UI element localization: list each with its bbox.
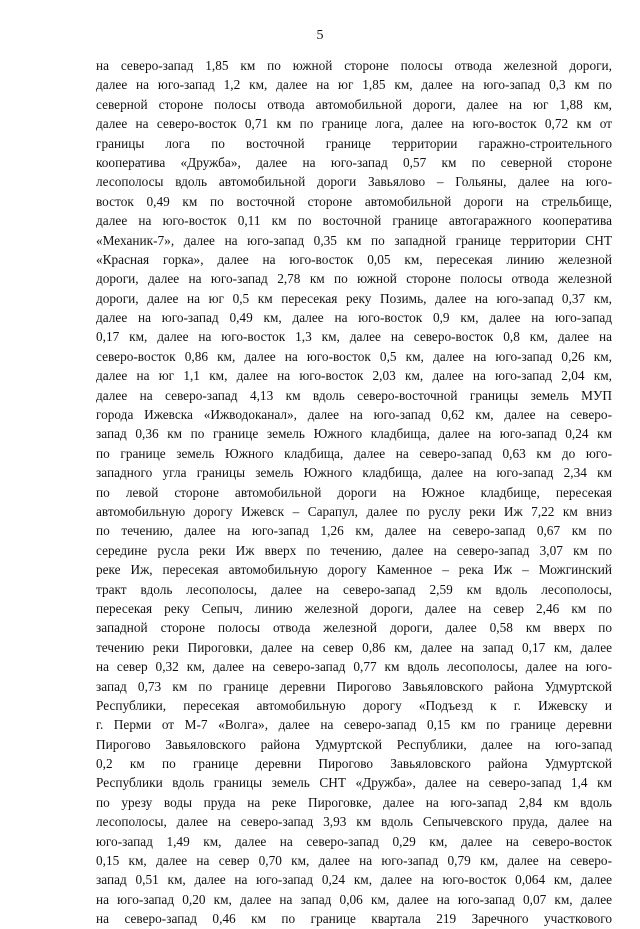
text-line: на юго-запад 0,20 км, далее на запад 0,06 км, далее на юго-запад 0,07 км, далее (96, 891, 612, 907)
text-line: запад 0,51 км, далее на юго-запад 0,24 км, далее на юго-восток 0,064 км, далее (96, 872, 612, 888)
text-line: по левой стороне автомобильной дороги на Южное кладбище, пересекая (96, 484, 612, 500)
text-line: запад 0,73 км по границе деревни Пирогово Завьяловского района Удмуртской (96, 678, 612, 694)
text-line: по урезу воды пруда на реке Пироговке, далее на юго-запад 2,84 км вдоль (96, 794, 612, 810)
text-line: Пирогово Завьяловского района Удмуртской Республики, далее на юго-запад (96, 736, 612, 752)
text-line: на север 0,32 км, далее на северо-запад 0,77 км вдоль лесополосы, далее на юго- (96, 659, 612, 675)
text-line: восток 0,49 км по восточной стороне автомобильной дороги на стрельбище, (96, 193, 612, 209)
text-line: на северо-запад 1,85 км по южной стороне полосы отвода железной дороги, (96, 58, 612, 73)
text-line: Республики вдоль границы земель СНТ «Дружба», далее на северо-запад 1,4 км (96, 775, 612, 791)
text-line: далее на юго-запад 1,2 км, далее на юг 1,85 км, далее на юго-запад 0,3 км по (96, 77, 612, 93)
text-line: середине русла реки Иж вверх по течению, далее на северо-запад 3,07 км по (96, 542, 612, 558)
text-line: юго-запад 1,49 км, далее на северо-запад 0,29 км, далее на северо-восток (96, 833, 612, 849)
text-line: далее на северо-восток 0,71 км по границе лога, далее на юго-восток 0,72 км от (96, 116, 612, 132)
text-line: далее на юго-восток 0,11 км по восточной границе автогаражного кооператива (96, 213, 612, 229)
text-line: «Красная горка», далее на юго-восток 0,05 км, пересекая линию железной (96, 251, 612, 267)
text-line: автомобильную дорогу Ижевск – Сарапул, далее по руслу реки Иж 7,22 км вниз (96, 503, 612, 519)
body-paragraph (96, 56, 612, 929)
text-line: Республики, пересекая автомобильную дорогу «Подъезд к г. Ижевску и (96, 697, 612, 713)
text-line: западной стороне полосы отвода железной дороги, далее 0,58 км вверх по (96, 620, 612, 636)
page-number: 5 (316, 28, 324, 43)
text-line: далее на юго-запад 0,49 км, далее на юго-восток 0,9 км, далее на юго-запад (96, 310, 612, 326)
text-line: г. Перми от М-7 «Волга», далее на северо-запад 0,15 км по границе деревни (96, 717, 612, 733)
text-line: по границе земель Южного кладбища, далее на северо-запад 0,63 км до юго- (96, 445, 612, 461)
text-line: лесополосы вдоль автомобильной дороги Завьялово – Гольяны, далее на юго- (96, 174, 612, 190)
text-line: по течению, далее на юго-запад 1,26 км, далее на северо-запад 0,67 км по (96, 523, 612, 539)
text-line: тракт вдоль лесополосы, далее на северо-запад 2,59 км вдоль лесополосы, (96, 581, 612, 597)
text-line: реке Иж, пересекая автомобильную дорогу Каменное – река Иж – Можгинский (96, 562, 612, 578)
text-line: 0,17 км, далее на юго-восток 1,3 км, далее на северо-восток 0,8 км, далее на (96, 329, 612, 345)
text-line: кооператива «Дружба», далее на юго-запад 0,57 км по северной стороне (96, 154, 612, 170)
text-line: дороги, далее на юго-запад 2,78 км по южной стороне полосы отвода железной (96, 271, 612, 287)
text-line: дороги, далее на юг 0,5 км пересекая реку Позимь, далее на юго-запад 0,37 км, (96, 290, 612, 306)
text-line: 0,2 км по границе деревни Пирогово Завьяловского района Удмуртской (96, 756, 612, 772)
text-line: города Ижевска «Ижводоканал», далее на юго-запад 0,62 км, далее на северо- (96, 407, 612, 423)
text-line: границы лога по восточной границе территории гаражно-строительного (96, 135, 612, 151)
text-line: на северо-запад 0,46 км по границе квартала 219 Заречного участкового (96, 911, 612, 927)
text-line: далее на северо-запад 4,13 км вдоль северо-восточной границы земель МУП (96, 387, 612, 403)
text-line: течению реки Пироговки, далее на север 0,86 км, далее на запад 0,17 км, далее (96, 639, 612, 655)
text-line: западного угла границы земель Южного кладбища, далее на юго-запад 2,34 км (96, 465, 612, 481)
text-line: лесополосы, далее на северо-запад 3,93 км вдоль Сепычевского пруда, далее на (96, 814, 612, 830)
text-line: запад 0,36 км по границе земель Южного кладбища, далее на юго-запад 0,24 км (96, 426, 612, 442)
text-line: «Механик-7», далее на юго-запад 0,35 км по западной границе территории СНТ (96, 232, 612, 248)
text-line: далее на юг 1,1 км, далее на юго-восток 2,03 км, далее на юго-запад 2,04 км, (96, 368, 612, 384)
text-line: 0,15 км, далее на север 0,70 км, далее на юго-запад 0,79 км, далее на северо- (96, 853, 612, 869)
text-line: пересекая реку Сепыч, линию железной дороги, далее на север 2,46 км по (96, 600, 612, 616)
text-line: северо-восток 0,86 км, далее на юго-восток 0,5 км, далее на юго-запад 0,26 км, (96, 348, 612, 364)
text-line: северной стороне полосы отвода автомобильной дороги, далее на юг 1,88 км, (96, 96, 612, 112)
